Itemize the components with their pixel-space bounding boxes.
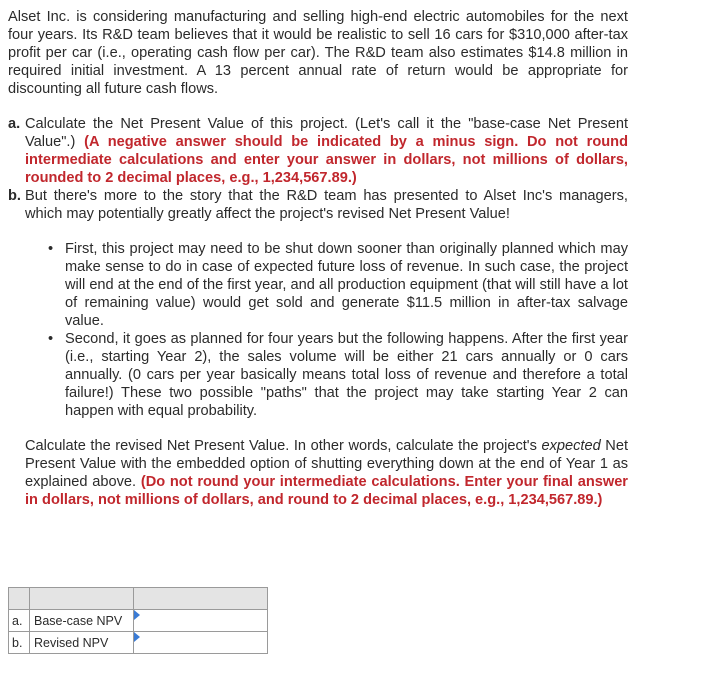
question-b — [8, 187, 628, 223]
scenario-paths: • Second, it goes as planned for four years but the following happens. After the first year (i.e., starting Year 2), the sales volume will be either 21 cars annually or 0 cars annually. (0 cars per year basically means total loss of revenue and therefore a total failure!) These two possible "paths" that the project may take starting Year 2 can happen with equal probability. — [48, 330, 628, 420]
question-a-label: a. — [8, 116, 21, 132]
question-b-text: But there's more to the story that the R&D team has presented to Alset Inc's managers, which may potentially greatly affect the project's revised Net Present Value! — [25, 188, 628, 222]
question-a — [8, 115, 628, 187]
calc-text-1: Calculate the revised Net Present Value. In other words, calculate the project's — [25, 438, 537, 454]
question-a-instruction: (A negative answer should be indicated by a minus sign. Do not round intermediate calculations and enter your answer in dollars, not millions of dollars, rounded to 2 decimal places, e.g., 1,234,567.89.) — [25, 134, 628, 186]
base-case-npv-input[interactable] — [134, 610, 267, 631]
answer-letter: b. — [9, 632, 30, 654]
answer-table — [8, 587, 268, 654]
scenario-shutdown: • First, this project may need to be shut down sooner than originally planned which may make sense to do in case of expected future loss of revenue. In such case, the project will end at the end of the first year, and all production equipment (that will still have a lot of remaining value) would get sold and generate $11.5 million in after-tax salvage value. — [48, 240, 628, 330]
intro-paragraph: Alset Inc. is considering manufacturing and selling high-end electric automobiles for the next four years. Its R&D team believes that it would be realistic to sell 16 cars for $310,000 after-tax profit per car (i.e., operating cash flow per car). The R&D team also estimates $14.8 million in required initial investment. A 13 percent annual rate of return would be appropriate for discounting all future cash flows. — [8, 9, 628, 97]
answer-table-header — [9, 588, 268, 610]
question-a-prompt: Calculate the Net Present Value of this project. (Let's call it the "base-case Net Present Value".) — [25, 116, 628, 150]
calc-instruction: (Do not round your intermediate calculations. Enter your final answer in dollars, not millions of dollars, and round to 2 decimal places, e.g., 1,234,567.89.) — [25, 474, 628, 508]
answer-label: Base-case NPV — [30, 610, 134, 632]
input-marker-icon — [134, 610, 140, 620]
answer-row-a — [9, 610, 268, 632]
input-marker-icon — [134, 632, 140, 642]
scenario-list — [48, 240, 628, 420]
question-b-label: b. — [8, 188, 21, 204]
answer-row-b — [9, 632, 268, 654]
calc-emphasis: expected — [541, 438, 601, 454]
calc-text-2: Net Present Value with the embedded option of shutting everything down at the end of Year 1 as explained above. — [25, 438, 629, 490]
answer-label: Revised NPV — [30, 632, 134, 654]
question-a-text — [25, 115, 628, 187]
answer-letter: a. — [9, 610, 30, 632]
question-content — [8, 8, 628, 509]
revised-npv-input[interactable] — [134, 632, 267, 653]
revised-npv-instructions — [25, 437, 628, 509]
base-case-npv-cell[interactable] — [134, 610, 268, 632]
revised-npv-cell[interactable] — [134, 632, 268, 654]
